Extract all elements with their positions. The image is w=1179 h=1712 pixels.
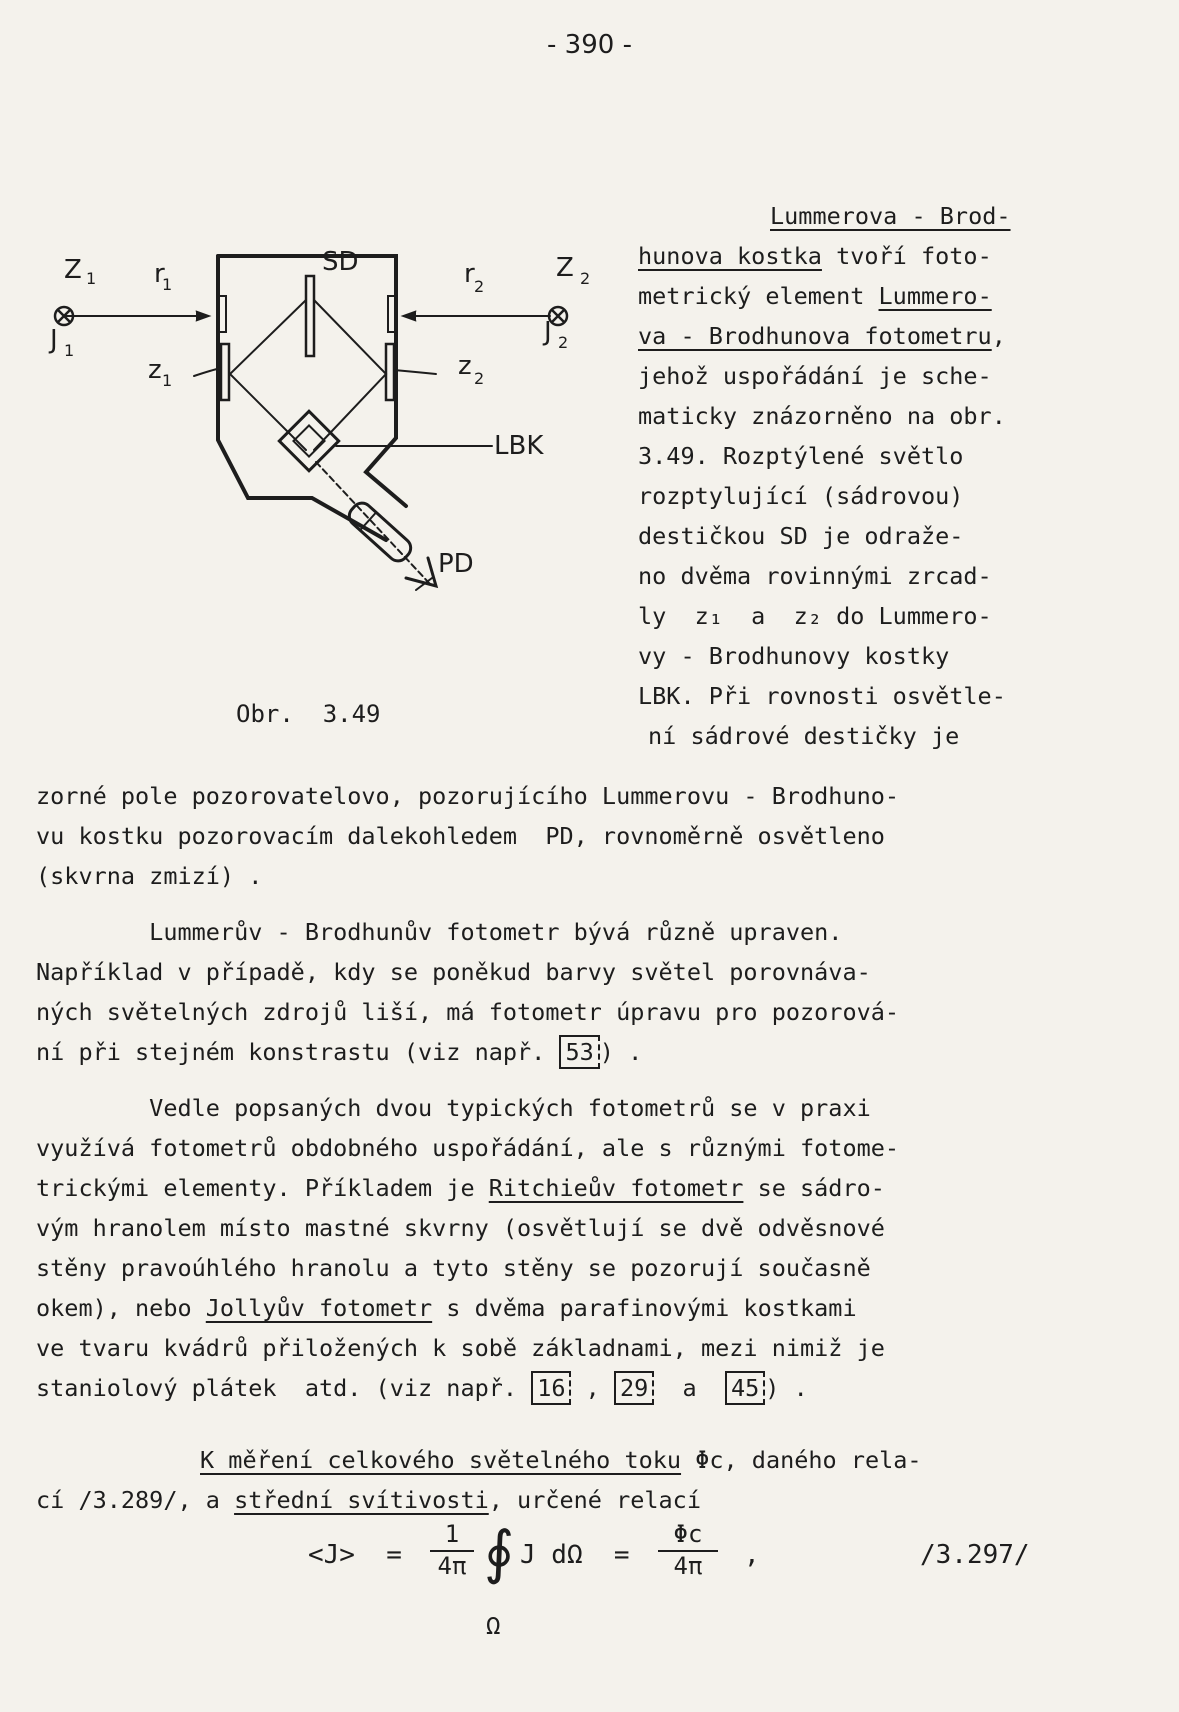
- right-column-line: no dvěma rovinnými zrcad-: [638, 562, 992, 590]
- right-column-line: jehož uspořádání je sche-: [638, 362, 992, 390]
- svg-text:1: 1: [86, 269, 97, 288]
- right-column-line: maticky znázorněno na obr.: [638, 402, 1006, 430]
- eq-lhs: <J> =: [308, 1540, 402, 1570]
- right-column-line: hunova kostka tvoří foto-: [638, 242, 992, 270]
- right-column-line: va - Brodhunova fotometru,: [638, 322, 1006, 350]
- text-line: (skvrna zmizí) .: [36, 862, 263, 890]
- text-line: okem), nebo Jollyův fotometr s dvěma parafinovými kostkami: [36, 1294, 857, 1322]
- eq-num2: Φc: [673, 1520, 703, 1548]
- text-line: Například v případě, kdy se poněkud barvy světel porovnáva-: [36, 958, 871, 986]
- svg-text:2: 2: [474, 369, 485, 388]
- right-column-line: ly z₁ a z₂ do Lummero-: [638, 602, 992, 630]
- right-column-line: vy - Brodhunovy kostky: [638, 642, 950, 670]
- right-column-line: 3.49. Rozptýlené světlo: [638, 442, 964, 470]
- citation: 29: [614, 1371, 654, 1405]
- eq-number: /3.297/: [920, 1540, 1030, 1570]
- eq-den1: 4π: [430, 1550, 474, 1580]
- label-PD: PD: [438, 549, 474, 579]
- svg-text:2: 2: [474, 277, 485, 296]
- label-z1: z: [148, 355, 162, 385]
- svg-text:2: 2: [558, 333, 569, 352]
- svg-text:1: 1: [162, 275, 173, 294]
- svg-text:1: 1: [162, 371, 173, 390]
- text-line: trickými elementy. Příkladem je Ritchieův fotometr se sádro-: [36, 1174, 885, 1202]
- figure-3-49-diagram: [44, 240, 604, 660]
- eq-den2: 4π: [658, 1550, 718, 1580]
- label-SD: SD: [322, 247, 359, 277]
- text-line: ní při stejném konstrastu (viz např. 53 ) .: [36, 1032, 642, 1072]
- eq-comma: ,: [744, 1540, 760, 1570]
- eq-num1: 1: [444, 1520, 460, 1548]
- text-line: vu kostku pozorovacím dalekohledem PD, rovnoměrně osvětleno: [36, 822, 885, 850]
- label-LBK: LBK: [494, 431, 544, 461]
- text-line: stěny pravoúhlého hranolu a tyto stěny se pozorují současně: [36, 1254, 871, 1282]
- text-line: K měření celkového světelného toku Φc, daného rela-: [200, 1446, 922, 1474]
- label-Z2: Z: [556, 253, 574, 283]
- right-column-line: ní sádrové destičky je: [648, 722, 960, 750]
- label-Z1: Z: [64, 255, 82, 285]
- citation: 53: [559, 1035, 599, 1069]
- text-line: vým hranolem místo mastné skvrny (osvětlují se dvě odvěsnové: [36, 1214, 885, 1242]
- text-line: Vedle popsaných dvou typických fotometrů se v praxi: [36, 1094, 871, 1122]
- svg-text:1: 1: [64, 341, 75, 360]
- text-line: cí /3.289/, a střední svítivosti, určené relací: [36, 1486, 701, 1514]
- label-r1: r: [154, 259, 165, 289]
- text-line: staniolový plátek atd. (viz např. 16 , 29 a 45 ) .: [36, 1368, 808, 1408]
- right-column-line: metrický element Lummero-: [638, 282, 992, 310]
- ritchie-term: Ritchieův fotometr: [488, 1174, 744, 1202]
- text-line: ve tvaru kvádrů přiložených k sobě základnami, mezi nimiž je: [36, 1334, 885, 1362]
- label-r2: r: [464, 259, 475, 289]
- label-J2: J: [544, 317, 552, 347]
- text-line: využívá fotometrů obdobného uspořádání, ale s různými fotome-: [36, 1134, 900, 1162]
- page-number: - 390 -: [547, 30, 632, 60]
- underlined-term: K měření celkového světelného toku: [200, 1446, 682, 1474]
- right-column-line: LBK. Při rovnosti osvětle-: [638, 682, 1006, 710]
- text-line: Lummerův - Brodhunův fotometr bývá různě upraven.: [36, 918, 843, 946]
- jolly-term: Jollyův fotometr: [205, 1294, 433, 1322]
- right-column-line: Lummerova - Brod-: [770, 202, 1011, 230]
- text-line: zorné pole pozorovatelovo, pozorujícího Lummerovu - Brodhuno-: [36, 782, 900, 810]
- figure-caption: Obr. 3.49: [236, 700, 381, 728]
- eq-int-sub: Ω: [486, 1612, 501, 1640]
- right-column-line: rozptylující (sádrovou): [638, 482, 964, 510]
- svg-text:2: 2: [580, 269, 591, 288]
- label-z2: z: [458, 351, 472, 381]
- citation: 45: [725, 1371, 765, 1405]
- text-line: ných světelných zdrojů liší, má fotometr úpravu pro pozorová-: [36, 998, 900, 1026]
- underlined-term: střední svítivosti: [234, 1486, 489, 1514]
- right-column-line: destičkou SD je odraže-: [638, 522, 964, 550]
- eq-body: J dΩ =: [520, 1540, 630, 1570]
- citation: 16: [531, 1371, 571, 1405]
- label-J1: J: [50, 325, 58, 355]
- contour-integral-icon: ∮: [484, 1518, 515, 1586]
